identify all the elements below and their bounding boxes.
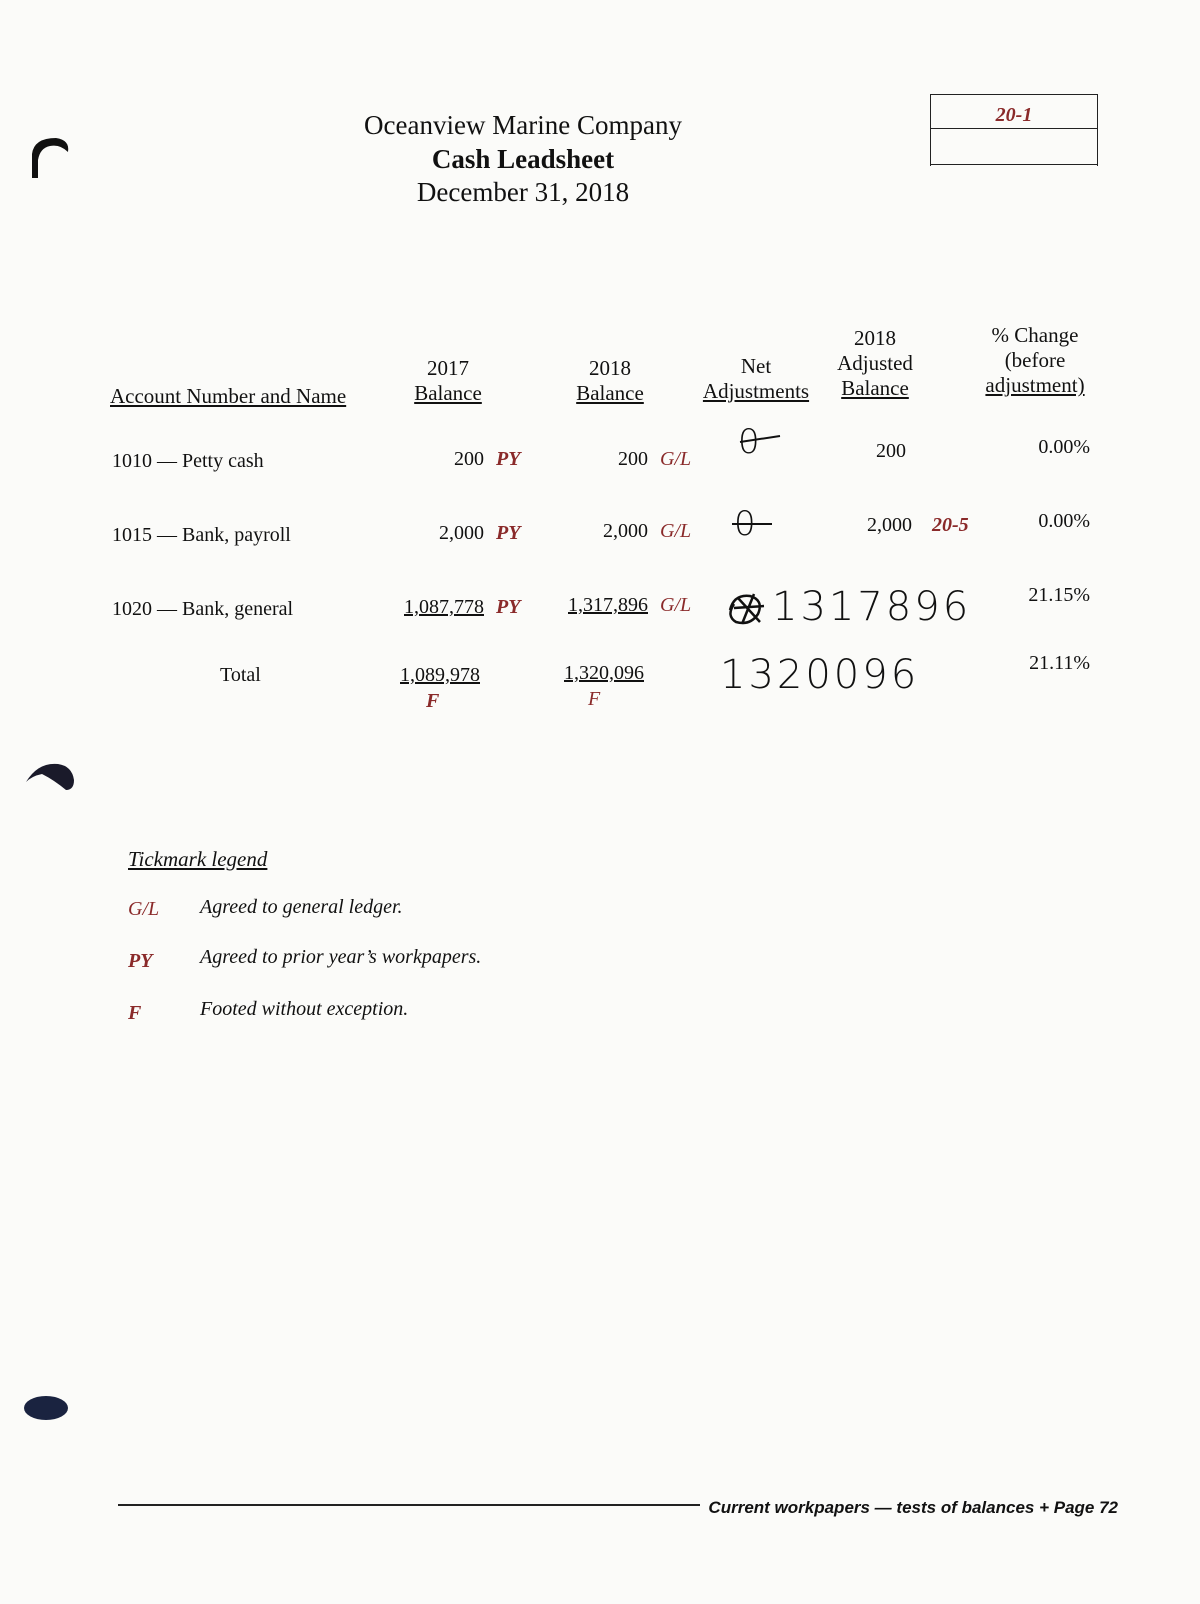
scribble-mark-icon [724, 588, 774, 632]
row-account: 1015 — Bank, payroll [112, 524, 291, 546]
legend-symbol: G/L [128, 898, 160, 920]
total-label: Total [220, 664, 261, 686]
page-title: Cash Leadsheet [431, 144, 615, 174]
report-date: December 31, 2018 [416, 177, 630, 207]
tickmark-py: PY [496, 448, 521, 470]
row-adjusted-balance: 2,000 [867, 514, 912, 536]
page-footer: Current workpapers — tests of balances + Page 72 [700, 1498, 1118, 1518]
company-name: Oceanview Marine Company [364, 110, 682, 140]
net-adjustment-handwritten: 0 [738, 422, 763, 462]
header-percent-change: % Change (before adjustment) [985, 323, 1085, 397]
legend-title: Tickmark legend [128, 847, 268, 871]
binder-hole-icon [22, 1392, 70, 1426]
row-2018-balance: 1,317,896 [568, 594, 648, 616]
workpaper-reference: 20-1 [995, 104, 1033, 126]
binder-hole-icon [24, 760, 76, 794]
row-account: 1020 — Bank, general [112, 598, 294, 620]
net-adjustment-handwritten: 0 [734, 504, 759, 544]
total-adjusted-handwritten: 1320096 [720, 652, 920, 698]
legend-symbol: F [128, 1002, 142, 1024]
row-2017-balance: 2,000 [439, 522, 484, 544]
cross-reference: 20-5 [932, 514, 969, 536]
tickmark-py: PY [496, 596, 521, 618]
total-2017-balance: 1,089,978 [400, 664, 480, 686]
tickmark-gl: G/L [660, 448, 692, 470]
strike-mark-icon [738, 430, 782, 450]
strike-mark-icon [730, 514, 774, 534]
total-percent-change: 21.11% [1029, 652, 1090, 674]
adjusted-balance-handwritten: 1317896 [772, 584, 972, 630]
header-account: Account Number and Name [110, 384, 347, 408]
row-2018-balance: 200 [618, 448, 648, 470]
total-2018-balance: 1,320,096 [564, 662, 644, 684]
tickmark-py: PY [496, 522, 521, 544]
row-account: 1010 — Petty cash [112, 450, 264, 472]
row-2017-balance: 200 [454, 448, 484, 470]
header-net-adjustments: Net Adjustments [702, 354, 810, 403]
row-2017-balance: 1,087,778 [404, 596, 484, 618]
header-adjusted-balance: 2018 Adjusted Balance [837, 326, 913, 400]
legend-description: Agreed to prior year’s workpapers. [200, 946, 482, 968]
row-percent-change: 0.00% [1038, 436, 1090, 458]
header-2017-balance: 2017 Balance [414, 356, 482, 405]
row-adjusted-balance: 200 [876, 440, 906, 462]
tickmark-f: F [426, 690, 440, 712]
tickmark-gl: G/L [660, 594, 692, 616]
legend-description: Agreed to general ledger. [200, 896, 403, 918]
tickmark-gl: G/L [660, 520, 692, 542]
legend-symbol: PY [128, 950, 153, 972]
row-2018-balance: 2,000 [603, 520, 648, 542]
row-percent-change: 0.00% [1038, 510, 1090, 532]
legend-description: Footed without exception. [200, 998, 409, 1020]
tickmark-f: F [588, 688, 601, 710]
header-2018-balance: 2018 Balance [576, 356, 644, 405]
row-percent-change: 21.15% [1028, 584, 1090, 606]
